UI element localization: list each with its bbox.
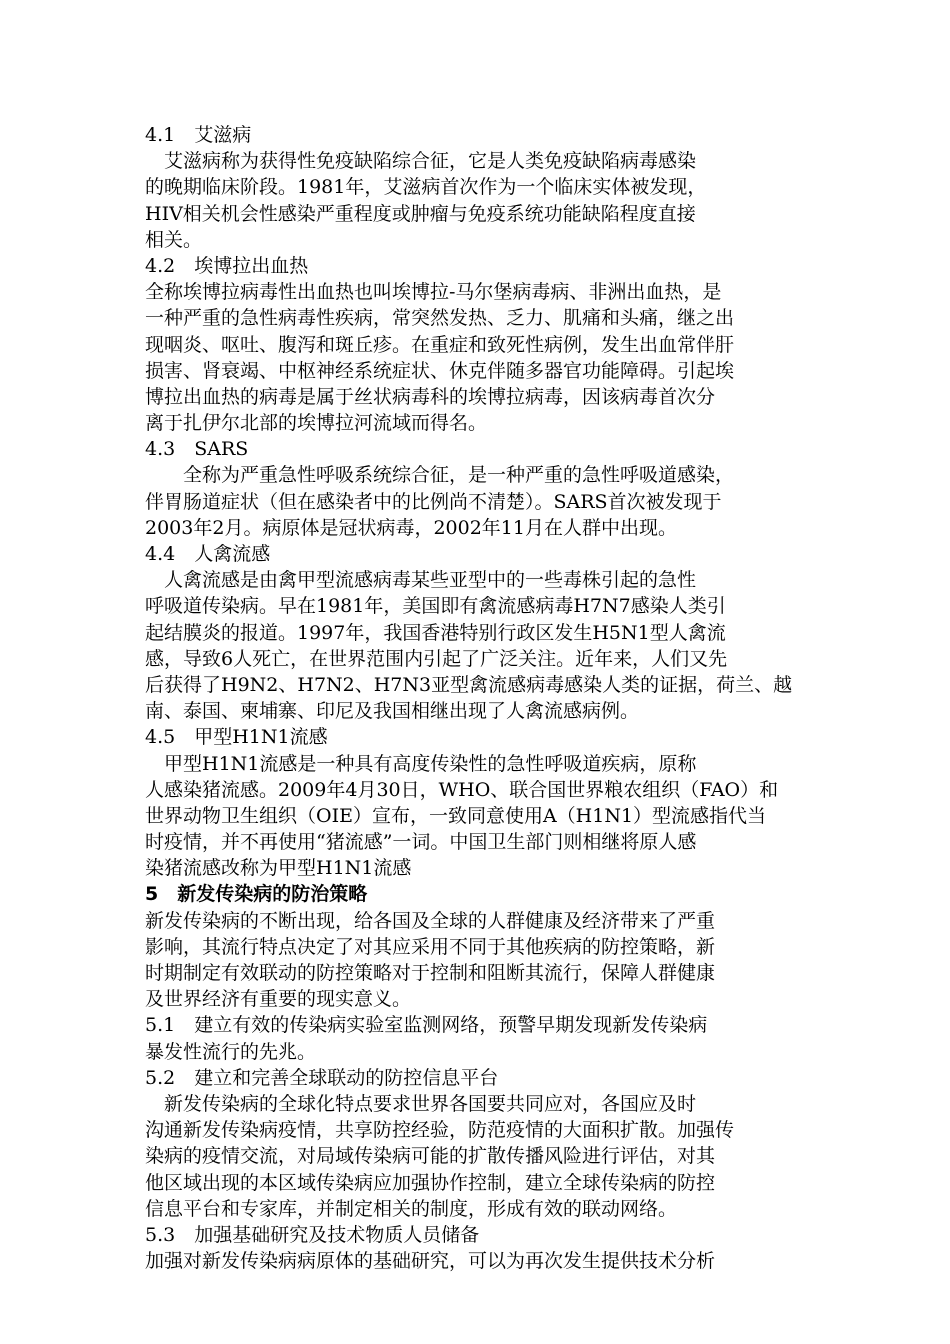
paragraph-line: 甲型H1N1流感是一种具有高度传染性的急性呼吸道疾病，原称 (145, 752, 697, 775)
paragraph-line: 博拉出血热的病毒是属于丝状病毒科的埃博拉病毒，因该病毒首次分 (145, 385, 716, 408)
paragraph-line: HIV相关机会性感染严重程度或肿瘤与免疫系统功能缺陷程度直接 (145, 202, 696, 225)
paragraph-line: 人禽流感是由禽甲型流感病毒某些亚型中的一些毒株引起的急性 (145, 569, 697, 592)
paragraph-line: 南、泰国、柬埔寨、印尼及我国相继出现了人禽流感病例。 (145, 700, 640, 723)
paragraph-line: 新发传染病的全球化特点要求世界各国要共同应对，各国应及时 (145, 1092, 697, 1115)
paragraph-line: 全称为严重急性呼吸系统综合征，是一种严重的急性呼吸道感染， (145, 464, 735, 487)
paragraph-line: 时期制定有效联动的防控策略对于控制和阻断其流行，保障人群健康 (145, 962, 716, 984)
paragraph-line: 及世界经济有重要的现实意义。 (145, 988, 412, 1011)
paragraph-line: 他区域出现的本区域传染病应加强协作控制，建立全球传染病的防控 (145, 1171, 716, 1194)
section-heading-5-1: 5.1 建立有效的传染病实验室监测网络，预警早期发现新发传染病 (145, 1014, 708, 1037)
chapter-heading-5: 5 新发传染病的防治策略 (145, 883, 368, 906)
paragraph-line: 相关。 (145, 228, 203, 251)
section-heading-4-1: 4.1 艾滋病 (145, 124, 252, 146)
paragraph-line: 伴胃肠道症状（但在感染者中的比例尚不清楚）。SARS首次被发现于 (145, 490, 722, 513)
paragraph-line: 呼吸道传染病。早在1981年，美国即有禽流感病毒H7N7感染人类引 (145, 595, 726, 618)
paragraph-line: 艾滋病称为获得性免疫缺陷综合征，它是人类免疫缺陷病毒感染 (145, 150, 697, 173)
paragraph-line: 人感染猪流感。2009年4月30日，WHO、联合国世界粮农组织（FAO）和 (145, 778, 779, 801)
paragraph-line: 加强对新发传染病病原体的基础研究，可以为再次发生提供技术分析 (145, 1250, 716, 1273)
section-heading-5-3: 5.3 加强基础研究及技术物质人员储备 (145, 1223, 480, 1246)
document-page (145, 122, 815, 1274)
section-heading-4-5: 4.5 甲型H1N1流感 (145, 726, 328, 749)
section-heading-4-4: 4.4 人禽流感 (145, 543, 271, 565)
paragraph-line: 全称埃博拉病毒性出血热也叫埃博拉-马尔堡病毒病、非洲出血热，是 (145, 281, 722, 304)
paragraph-line: 的晚期临床阶段。1981年，艾滋病首次作为一个临床实体被发现， (145, 176, 707, 199)
paragraph-line: 影响，其流行特点决定了对其应采用不同于其他疾病的防控策略，新 (145, 935, 716, 958)
paragraph-line: 一种严重的急性病毒性疾病，常突然发热、乏力、肌痛和头痛，继之出 (145, 307, 735, 330)
section-heading-5-2: 5.2 建立和完善全球联动的防控信息平台 (145, 1066, 499, 1089)
paragraph-line: 损害、肾衰竭、中枢神经系统症状、休克伴随多器官功能障碍。引起埃 (145, 359, 735, 382)
paragraph-line: 时疫情，并不再使用“猪流感”一词。中国卫生部门则相继将原人感 (145, 831, 697, 854)
paragraph-line: 染猪流感改称为甲型H1N1流感 (145, 857, 412, 880)
paragraph-line: 新发传染病的不断出现，给各国及全球的人群健康及经济带来了严重 (145, 909, 716, 932)
paragraph-line: 离于扎伊尔北部的埃博拉河流域而得名。 (145, 412, 488, 435)
paragraph-line: 暴发性流行的先兆。 (145, 1040, 317, 1063)
section-heading-4-3: 4.3 SARS (145, 438, 249, 461)
paragraph-line: 现咽炎、呕吐、腹泻和斑丘疹。在重症和致死性病例，发生出血常伴肝 (145, 333, 735, 356)
paragraph-line: 信息平台和专家库，并制定相关的制度，形成有效的联动网络。 (145, 1197, 678, 1220)
section-heading-4-2: 4.2 埃博拉出血热 (145, 254, 309, 277)
paragraph-line: 世界动物卫生组织（OIE）宣布，一致同意使用A（H1N1）型流感指代当 (145, 804, 767, 827)
paragraph-line: 感，导致6人死亡，在世界范围内引起了广泛关注。近年来，人们又先 (145, 647, 728, 670)
paragraph-line: 起结膜炎的报道。1997年，我国香港特别行政区发生H5N1型人禽流 (145, 621, 726, 644)
paragraph-line: 沟通新发传染病疫情，共享防控经验，防范疫情的大面积扩散。加强传 (145, 1119, 735, 1142)
paragraph-line: 2003年2月。病原体是冠状病毒，2002年11月在人群中出现。 (145, 516, 677, 539)
paragraph-line: 后获得了H9N2、H7N2、H7N3亚型禽流感病毒感染人类的证据，荷兰、越 (145, 673, 793, 696)
paragraph-line: 染病的疫情交流，对局域传染病可能的扩散传播风险进行评估，对其 (145, 1145, 716, 1168)
